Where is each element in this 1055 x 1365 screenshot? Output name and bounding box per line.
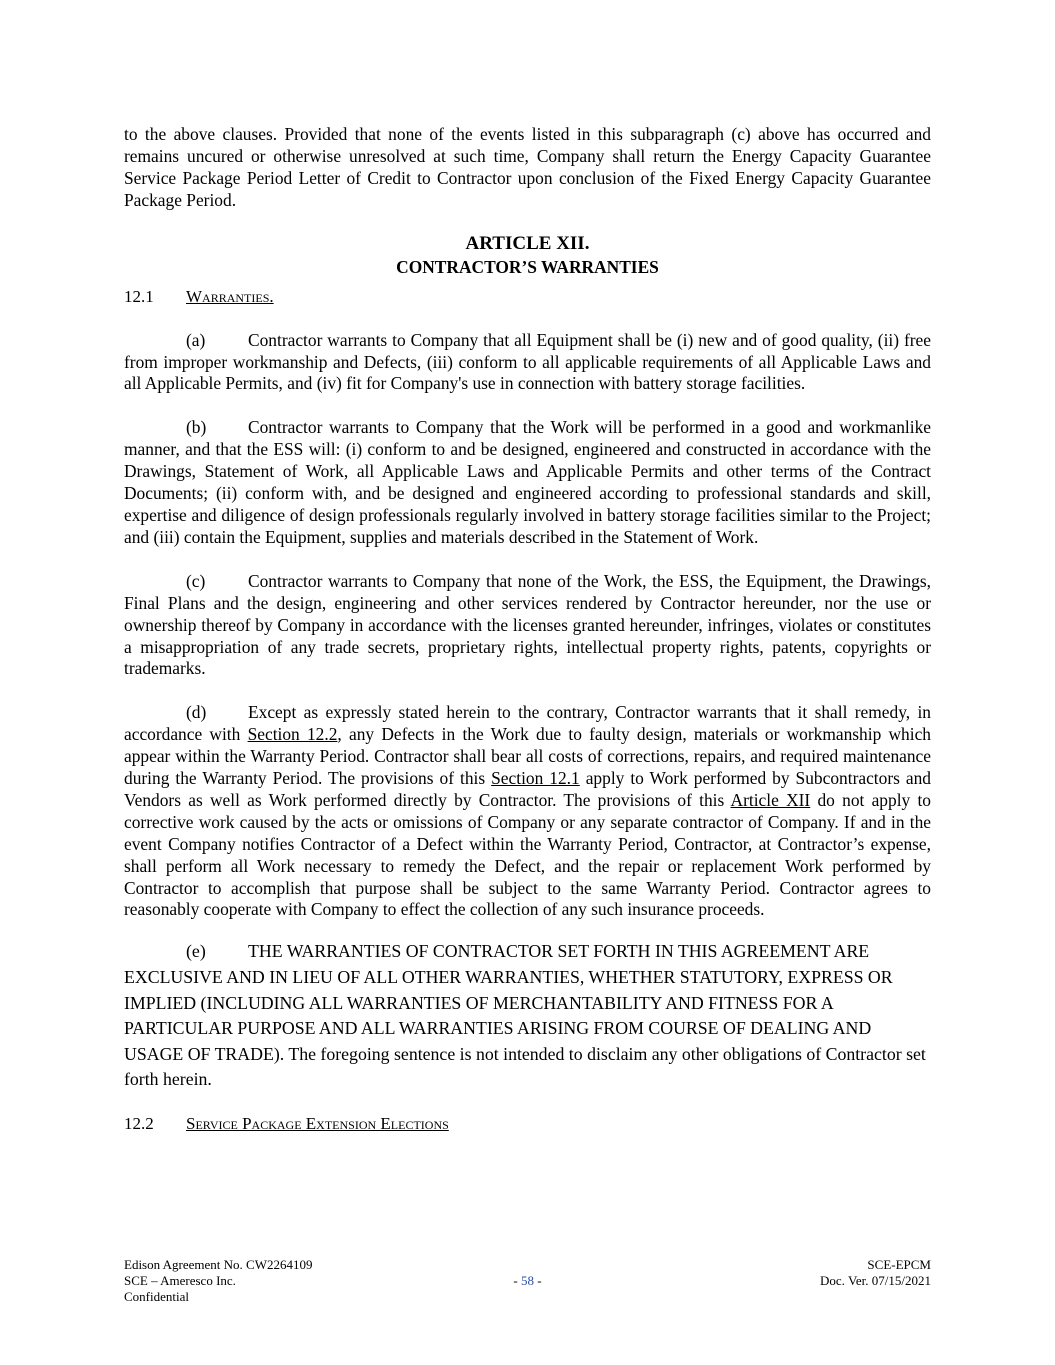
article-xii-link[interactable]: Article XII: [730, 789, 811, 810]
article-subtitle: CONTRACTOR’S WARRANTIES: [396, 256, 659, 277]
paragraph-label: (b): [186, 417, 207, 438]
paragraph-label: (d): [186, 702, 207, 723]
page-footer: [124, 1257, 931, 1305]
footer-doc-version: Doc. Ver. 07/15/2021: [820, 1273, 931, 1288]
paragraph-label: (c): [186, 570, 206, 591]
footer-doc-code: SCE-EPCM: [867, 1257, 931, 1272]
footer-agreement-number: Edison Agreement No. CW2264109: [124, 1257, 313, 1272]
section-title: Service Package Extension Elections: [186, 1113, 449, 1133]
paragraph-d: (d) Except as expressly stated herein to the contrary, Contractor warrants that it shall remedy, in accordance with Section 12.2, any Defects in the Work due to faulty design, materials or workmanship which appear within the Warranty Period. Contractor shall bear all costs of corrections, repairs, and required maintenance during the Warranty Period. The provisions of this Section 12.1 apply to Work performed by Subcontractors and Vendors as well as Work performed directly by Contractor. The provisions of this Article XII do not apply to corrective work caused by the acts or omissions of Company or any separate contractor of Company. If and in the event Company notifies Contractor of a Defect within the Warranty Period, Contractor, at Contractor’s expense, shall perform all Work necessary to remedy the Defect, and the repair or replacement Work performed by Contractor to accomplish that purpose shall be subject to the same Warranty Period. Contractor agrees to reasonably cooperate with Company to effect the collection of any such insurance proceeds.: [124, 702, 932, 920]
section-12-2-heading: [124, 1113, 931, 1135]
paragraph-e: (e) THE WARRANTIES OF CONTRACTOR SET FORTH IN THIS AGREEMENT ARE EXCLUSIVE AND IN LIEU OF ALL OTHER WARRANTIES, WHETHER STATUTORY, EXPRESS OR IMPLIED (INCLUDING ALL WARRANTIES OF MERCHANTABILITY AND FITNESS FOR A PARTICULAR PURPOSE AND ALL WARRANTIES ARISING FROM COURSE OF DEALING AND USAGE OF TRADE). The foregoing sentence is not intended to disclaim any other obligations of Contractor set forth herein.: [124, 941, 926, 1090]
document-page: [124, 124, 931, 1135]
footer-confidential: Confidential: [124, 1289, 189, 1304]
paragraph-c: (c) Contractor warrants to Company that none of the Work, the ESS, the Equipment, the Drawings, Final Plans and the design, engineering and other services rendered by Contractor hereunder, nor the use or ownership thereof by Company in accordance with the licenses granted hereunder, infringes, violates or constitutes a misappropriation of any trade secrets, proprietary rights, intellectual property rights, patents, copyrights or trademarks.: [124, 570, 931, 679]
paragraph-label: (e): [186, 941, 206, 962]
article-title: ARTICLE XII.: [465, 232, 590, 254]
section-12-2-link[interactable]: Section 12.2: [247, 724, 338, 745]
paragraph-a: (a) Contractor warrants to Company that all Equipment shall be (i) new and of good quality, (ii) free from improper workmanship and Defects, (iii) conform to all applicable requirements of all Applicable Laws and all Applicable Permits, and (iv) fit for Company's use in connection with battery storage facilities.: [124, 329, 931, 394]
footer-page-number: - 58 -: [513, 1273, 542, 1288]
paragraph-label: (a): [186, 329, 206, 350]
section-number: 12.2: [124, 1113, 154, 1133]
footer-parties: SCE – Ameresco Inc.: [124, 1273, 236, 1288]
section-number: 12.1: [124, 286, 154, 306]
section-title: Warranties.: [186, 286, 274, 306]
section-12-1-heading: [124, 286, 931, 308]
paragraph-b: (b) Contractor warrants to Company that the Work will be performed in a good and workmanlike manner, and that the ESS will: (i) conform to and be designed, engineered and constructed in accordance with the Drawings, Statement of Work, all Applicable Laws and Applicable Permits and other terms of the Contract Documents; (ii) conform with, and be designed and engineered according to professional standards and skill, expertise and diligence of design professionals regularly involved in battery storage facilities similar to the Project; and (iii) contain the Equipment, supplies and materials described in the Statement of Work.: [124, 417, 931, 547]
section-12-1-link[interactable]: Section 12.1: [491, 768, 580, 789]
intro-paragraph: to the above clauses. Provided that none of the events listed in this subparagraph (c) above has occurred and remains uncured or otherwise unresolved at such time, Company shall return the Energy Capacity Guarantee Service Package Period Letter of Credit to Contractor upon conclusion of the Fixed Energy Capacity Guarantee Package Period.: [124, 124, 931, 210]
